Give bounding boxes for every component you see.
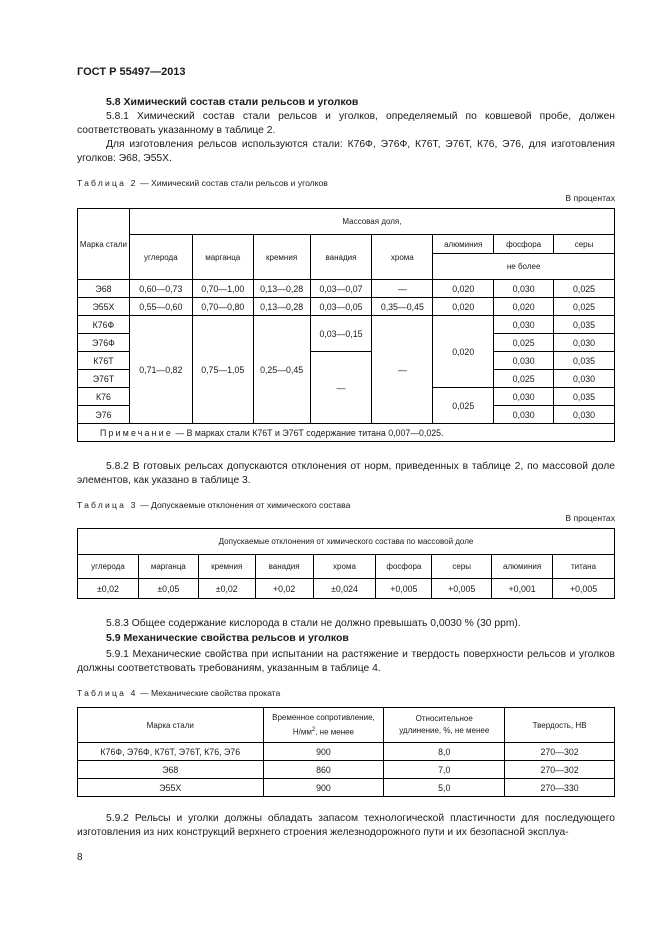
table-2-note-prefix: Примечание [100,427,173,438]
table-cell: — [310,352,372,424]
table-cell: 0,025 [494,334,554,352]
table-3-unit: В процентах [565,513,615,523]
table-row [78,280,615,298]
table-2-col-manganese: марганца [192,235,253,280]
table-cell: 0,035 [554,388,615,406]
table-cell: 0,025 [494,370,554,388]
section-5-9-title: 5.9 Механические свойства рельсов и уголков [106,632,349,644]
table-cell: ±0,02 [78,579,139,599]
table-cell: 0,03—0,15 [310,316,372,352]
table-4-strength-suffix: , не менее [315,727,355,737]
table-cell: 0,13—0,28 [253,298,310,316]
table-4 [77,707,615,797]
table-cell: 0,03—0,05 [310,298,372,316]
table-3-col-titanium: титана [553,555,615,579]
table-3-col-aluminium: алюминия [492,555,553,579]
table-4-col-strength [263,708,384,743]
table-cell: К76 [78,388,130,406]
table-cell: Э55Х [78,298,130,316]
table-cell: 0,030 [554,334,615,352]
paragraph-5-8-1-steels: Для изготовления рельсов используются стали: К76Ф, Э76Ф, К76Т, Э76Т, К76, Э76, для изготовления уголков: Э68, Э55Х. [77,139,615,164]
table-cell: 0,025 [433,388,494,424]
table-cell: Э55Х [78,779,264,797]
table-4-caption-text: — Механические свойства проката [137,688,281,698]
table-4-caption-prefix: Таблица 4 [77,688,138,698]
table-3-caption-prefix: Таблица 3 [77,500,138,510]
table-cell: К76Т [78,352,130,370]
table-cell: Э76Ф [78,334,130,352]
paragraph-5-8-2: 5.8.2 В готовых рельсах допускаются отклонения от норм, приведенных в таблице 2, по массовой доле элементов, как указано в таблице 3. [77,461,615,486]
table-3-col-vanadium: ванадия [255,555,313,579]
table-cell: 0,025 [554,280,615,298]
table-4-strength-line1: Временное сопротивление, [272,712,375,722]
table-2-caption-text: — Химический состав стали рельсов и уголков [137,178,328,188]
paragraph-5-9-1: 5.9.1 Механические свойства при испытании на растяжение и твердость поверхности рельсов и уголков должны соответствовать требованиям, указанным в таблице 4. [77,649,615,674]
table-cell: — [372,316,433,424]
table-cell: 0,25—0,45 [253,316,310,424]
table-row [78,579,615,599]
table-cell: 0,030 [554,370,615,388]
table-cell: 900 [263,743,384,761]
table-cell: 8,0 [384,743,505,761]
table-cell: 270—302 [505,743,615,761]
table-2-caption-prefix: Таблица 2 [77,178,138,188]
table-2 [77,208,615,442]
table-2-note-text: — В марках стали К76Т и Э76Т содержание титана 0,007—0,025. [172,427,444,438]
table-4-elong-line1: Относительное [415,714,473,723]
table-2-caption [77,178,328,188]
table-4-col-elongation [384,708,505,743]
table-cell: 860 [263,761,384,779]
table-cell: 0,020 [494,298,554,316]
table-2-not-more: не более [433,254,615,280]
page-number: 8 [77,852,83,863]
table-2-col-silicon: кремния [253,235,310,280]
table-row [78,761,615,779]
table-3-caption-text: — Допускаемые отклонения от химического состава [137,500,351,510]
table-2-note [78,424,615,442]
table-cell: +0,005 [376,579,432,599]
table-cell: +0,001 [492,579,553,599]
table-cell: 0,020 [433,298,494,316]
table-cell: К76Ф, Э76Ф, К76Т, Э76Т, К76, Э76 [78,743,264,761]
table-2-col-phosphorus: фосфора [494,235,554,254]
table-cell: Э76 [78,406,130,424]
table-row [78,779,615,797]
table-cell: 0,03—0,07 [310,280,372,298]
table-cell: +0,02 [255,579,313,599]
table-3-col-sulfur: серы [432,555,492,579]
table-2-col-chromium: хрома [372,235,433,280]
table-cell: 270—330 [505,779,615,797]
document-header: ГОСТ Р 55497—2013 [77,66,186,78]
table-cell: 0,030 [494,388,554,406]
table-row [78,298,615,316]
paragraph-5-8-3: 5.8.3 Общее содержание кислорода в стали не должно превышать 0,0030 % (30 ppm). [106,618,521,629]
table-4-col-hardness: Твердость, НВ [505,708,615,743]
table-cell: 0,030 [494,352,554,370]
table-4-elong-line2: удлинение, %, не менее [399,726,490,735]
table-2-col-carbon: углерода [129,235,192,280]
table-cell: ±0,05 [138,579,198,599]
table-cell: 0,030 [494,406,554,424]
table-cell: 0,025 [554,298,615,316]
table-3-col-manganese: марганца [138,555,198,579]
table-cell: ±0,024 [313,579,376,599]
table-3-header: Допускаемые отклонения от химического состава по массовой доле [78,529,615,555]
table-2-grade-header: Марка стали [78,209,130,280]
table-cell: 5,0 [384,779,505,797]
table-cell: 0,035 [554,316,615,334]
table-cell: 0,35—0,45 [372,298,433,316]
table-cell: 0,13—0,28 [253,280,310,298]
table-2-col-vanadium: ванадия [310,235,372,280]
table-3-col-silicon: кремния [198,555,255,579]
table-3-col-phosphorus: фосфора [376,555,432,579]
table-cell: 0,70—0,80 [192,298,253,316]
table-2-col-aluminium: алюминия [433,235,494,254]
table-cell: 900 [263,779,384,797]
table-3-caption [77,500,350,510]
table-4-strength-unit: Н/мм [292,727,312,737]
table-cell: Э68 [78,280,130,298]
table-cell: — [372,280,433,298]
table-cell: 0,55—0,60 [129,298,192,316]
table-cell: 0,030 [494,280,554,298]
table-3-col-chromium: хрома [313,555,376,579]
table-2-mass-header: Массовая доля, [129,209,614,235]
table-row [78,743,615,761]
table-cell: ±0,02 [198,579,255,599]
section-5-8-title: 5.8 Химический состав стали рельсов и уголков [106,96,359,108]
table-4-caption [77,688,280,698]
table-cell: +0,005 [553,579,615,599]
table-cell: 7,0 [384,761,505,779]
table-cell: +0,005 [432,579,492,599]
table-cell: К76Ф [78,316,130,334]
table-cell: 0,030 [494,316,554,334]
table-row [78,316,615,334]
table-cell: 270—302 [505,761,615,779]
table-3-col-carbon: углерода [78,555,139,579]
table-3 [77,528,615,599]
table-cell: 0,60—0,73 [129,280,192,298]
table-cell: Э76Т [78,370,130,388]
table-cell: 0,020 [433,280,494,298]
paragraph-5-8-1: 5.8.1 Химический состав стали рельсов и уголков, определяемый по ковшевой пробе, должен соответствовать указанному в таблице 2. [77,111,615,136]
table-4-col-grade: Марка стали [78,708,264,743]
table-4-strength-sup: 2 [311,726,316,733]
table-cell: 0,75—1,05 [192,316,253,424]
table-cell: 0,020 [433,316,494,388]
table-cell: 0,035 [554,352,615,370]
table-cell: 0,71—0,82 [129,316,192,424]
paragraph-5-9-2: 5.9.2 Рельсы и уголки должны обладать запасом технологической пластичности для последующего изготовления из них конструкций верхнего строения железнодорожного пути и их безопасной эксплуа- [77,813,615,838]
table-2-col-sulfur: серы [554,235,615,254]
table-2-unit: В процентах [565,193,615,203]
table-cell: Э68 [78,761,264,779]
table-cell: 0,70—1,00 [192,280,253,298]
table-cell: 0,030 [554,406,615,424]
